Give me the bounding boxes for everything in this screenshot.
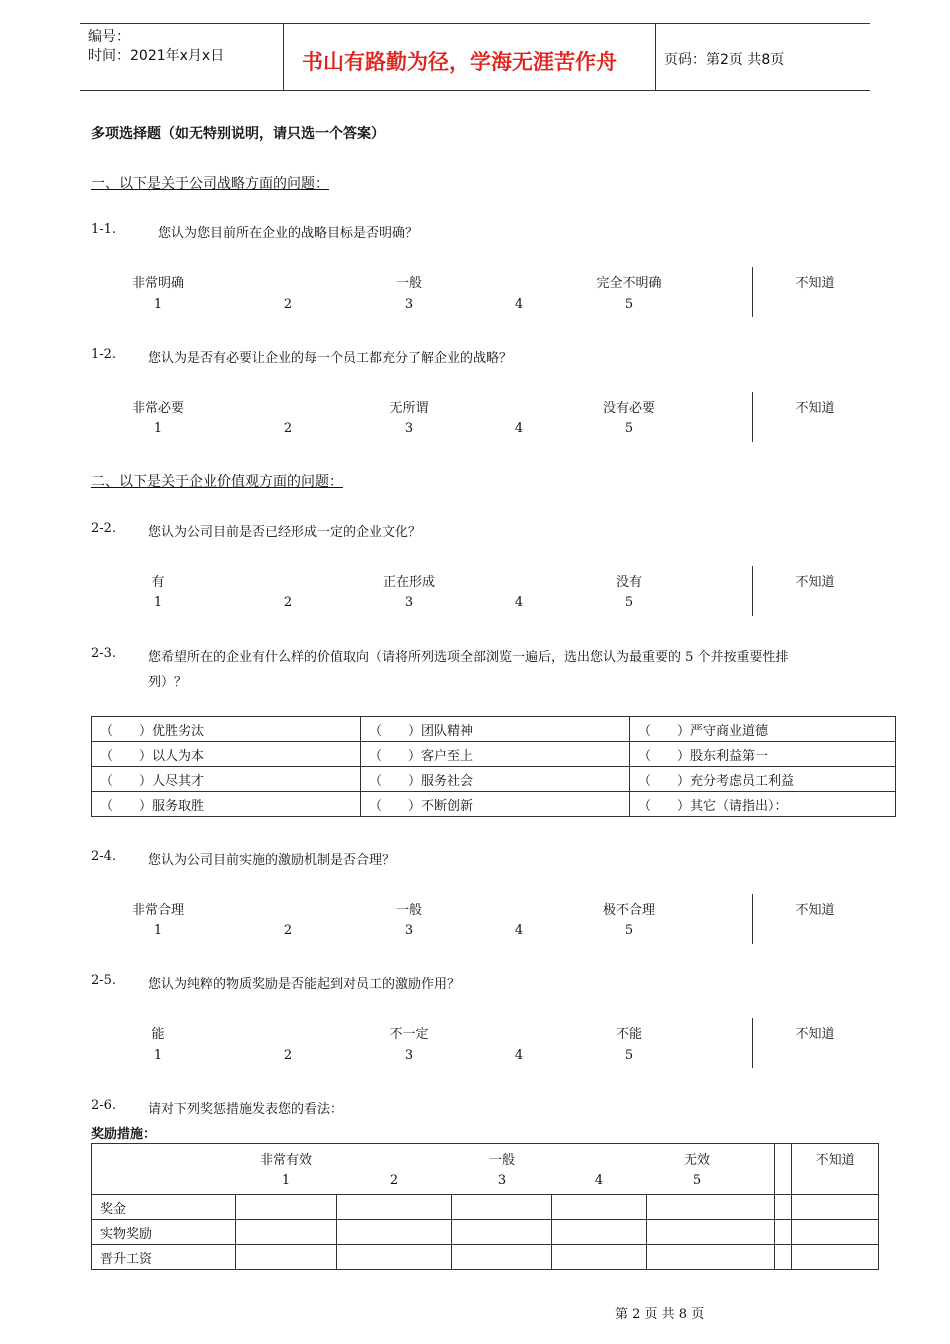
scale-number: 3 [497,1173,507,1188]
scale-number: 1 [153,1048,163,1063]
scale-number: 1 [153,595,163,610]
scale-number: 4 [594,1173,604,1188]
question-text-continued: 列）？ [148,675,188,690]
scale-label-right: 极不合理 [602,903,656,918]
rating-cell[interactable] [647,1245,775,1270]
question-text: 您希望所在的企业有什么样的价值取向（请将所列选项全部浏览一遍后，选出您认为最重要的 5 个并按重要性排 [148,650,789,665]
value-option[interactable]: （ ）充分考虑员工利益 [630,767,896,792]
page-footer: 第 2 页 共 8 页 [615,1307,705,1322]
dont-know-label: 不知道 [795,575,835,590]
rating-cell[interactable] [775,1245,792,1270]
scale-number: 5 [624,297,634,312]
rating-cell[interactable] [337,1245,452,1270]
scale-divider [752,566,753,616]
scale-label-left: 非常必要 [131,401,185,416]
scale-number: 2 [283,1048,293,1063]
scale-label-mid: 不一定 [389,1027,429,1042]
scale-label-left: 非常合理 [131,903,185,918]
scale-number: 3 [404,1048,414,1063]
question-text: 您认为是否有必要让企业的每一个员工都充分了解企业的战略？ [148,351,513,366]
dont-know-label: 不知道 [795,1027,835,1042]
reward-row-label: 实物奖励 [92,1220,236,1245]
scale-number: 3 [404,595,414,610]
header-page-label: 页码：第2页 共8页 [664,52,785,68]
scale-label-mid: 正在形成 [382,575,436,590]
scale-number: 1 [153,421,163,436]
rating-cell[interactable] [337,1195,452,1220]
doc-number-label: 编号： [88,29,130,45]
dont-know-label: 不知道 [795,276,835,291]
scale-label-left: 非常有效 [259,1153,313,1168]
scale-number: 1 [153,297,163,312]
value-option[interactable]: （ ）客户至上 [361,742,630,767]
dont-know-label: 不知道 [795,903,835,918]
rating-cell[interactable] [452,1245,552,1270]
value-option[interactable]: （ ）服务取胜 [92,792,361,817]
scale-divider [752,267,753,317]
rating-cell[interactable] [552,1220,647,1245]
scale-number: 4 [514,1048,524,1063]
scale-number: 2 [283,595,293,610]
scale-label-mid: 一般 [395,276,423,291]
scale-label-right: 没有必要 [602,401,656,416]
scale-number: 3 [404,923,414,938]
scale-number: 4 [514,923,524,938]
scale-number: 4 [514,297,524,312]
scale-number: 5 [624,421,634,436]
scale-number: 4 [514,421,524,436]
rating-cell[interactable] [236,1220,337,1245]
rating-cell[interactable] [236,1245,337,1270]
scale-number: 2 [283,421,293,436]
spacer-cell [775,1144,792,1195]
reward-measures-table [91,1143,879,1270]
question-number: 2-3. [91,646,117,661]
scale-label-mid: 无所谓 [389,401,429,416]
rating-cell[interactable] [792,1195,879,1220]
question-number: 2-5. [91,973,117,988]
scale-label-mid: 一般 [395,903,423,918]
scale-number: 3 [404,421,414,436]
value-option[interactable]: （ ）团队精神 [361,717,630,742]
scale-divider [752,1018,753,1068]
reward-row-label: 奖金 [92,1195,236,1220]
rating-cell[interactable] [236,1195,337,1220]
scale-label-left: 能 [151,1027,165,1042]
scale-label-mid: 一般 [488,1153,516,1168]
dont-know-label: 不知道 [792,1144,879,1195]
header-label-cell [92,1144,775,1195]
scale-label-right: 无效 [683,1153,711,1168]
section1-title: 一、以下是关于公司战略方面的问题： [91,176,329,192]
dont-know-label: 不知道 [795,401,835,416]
scale-label-right: 没有 [615,575,643,590]
scale-number: 2 [283,923,293,938]
header-divider-right [655,23,656,90]
scale-divider [752,894,753,944]
question-text: 请对下列奖惩措施发表您的看法： [148,1102,344,1117]
value-option[interactable]: （ ）以人为本 [92,742,361,767]
header-top-rule [80,23,870,24]
reward-table-title: 奖励措施： [91,1127,157,1142]
doc-time-label: 时间：2021年x月x日 [88,48,225,64]
scale-number: 5 [624,1048,634,1063]
rating-cell[interactable] [775,1220,792,1245]
question-text: 您认为纯粹的物质奖励是否能起到对员工的激励作用？ [148,977,461,992]
question-number: 2-2. [91,521,117,536]
rating-cell[interactable] [792,1245,879,1270]
section2-title: 二、以下是关于企业价值观方面的问题： [91,474,343,490]
question-text: 您认为您目前所在企业的战略目标是否明确？ [158,226,419,241]
value-option[interactable]: （ ）股东利益第一 [630,742,896,767]
scale-label-right: 完全不明确 [596,276,662,291]
rating-cell[interactable] [552,1195,647,1220]
question-number: 1-1. [91,222,117,237]
scale-label-left: 有 [151,575,165,590]
rating-cell[interactable] [452,1195,552,1220]
scale-number: 1 [281,1173,291,1188]
scale-label-right: 不能 [615,1027,643,1042]
value-options-table [91,716,896,817]
rating-cell[interactable] [552,1245,647,1270]
question-number: 2-6. [91,1098,117,1113]
header-divider-left [283,23,284,90]
scale-number: 5 [624,923,634,938]
value-option[interactable]: （ ）服务社会 [361,767,630,792]
scale-label-left: 非常明确 [131,276,185,291]
scale-number: 1 [153,923,163,938]
value-option[interactable]: （ ）人尽其才 [92,767,361,792]
header-motto: 书山有路勤为径，学海无涯苦作舟 [302,50,617,74]
scale-divider [752,392,753,442]
rating-cell[interactable] [337,1220,452,1245]
question-number: 1-2. [91,347,117,362]
value-option[interactable]: （ ）其它（请指出）： [630,792,896,817]
question-number: 2-4. [91,849,117,864]
scale-number: 3 [404,297,414,312]
question-text: 您认为公司目前实施的激励机制是否合理？ [148,853,396,868]
scale-number: 5 [692,1173,702,1188]
header-bottom-rule [80,90,870,91]
scale-number: 5 [624,595,634,610]
value-option[interactable]: （ ）严守商业道德 [630,717,896,742]
scale-number: 4 [514,595,524,610]
question-text: 您认为公司目前是否已经形成一定的企业文化？ [148,525,422,540]
rating-cell[interactable] [792,1220,879,1245]
rating-cell[interactable] [647,1220,775,1245]
value-option[interactable]: （ ）优胜劣汰 [92,717,361,742]
rating-cell[interactable] [647,1195,775,1220]
rating-cell[interactable] [775,1195,792,1220]
value-option[interactable]: （ ）不断创新 [361,792,630,817]
rating-cell[interactable] [452,1220,552,1245]
intro-title: 多项选择题（如无特别说明，请只选一个答案） [91,126,385,142]
scale-number: 2 [283,297,293,312]
reward-row-label: 晋升工资 [92,1245,236,1270]
scale-number: 2 [389,1173,399,1188]
